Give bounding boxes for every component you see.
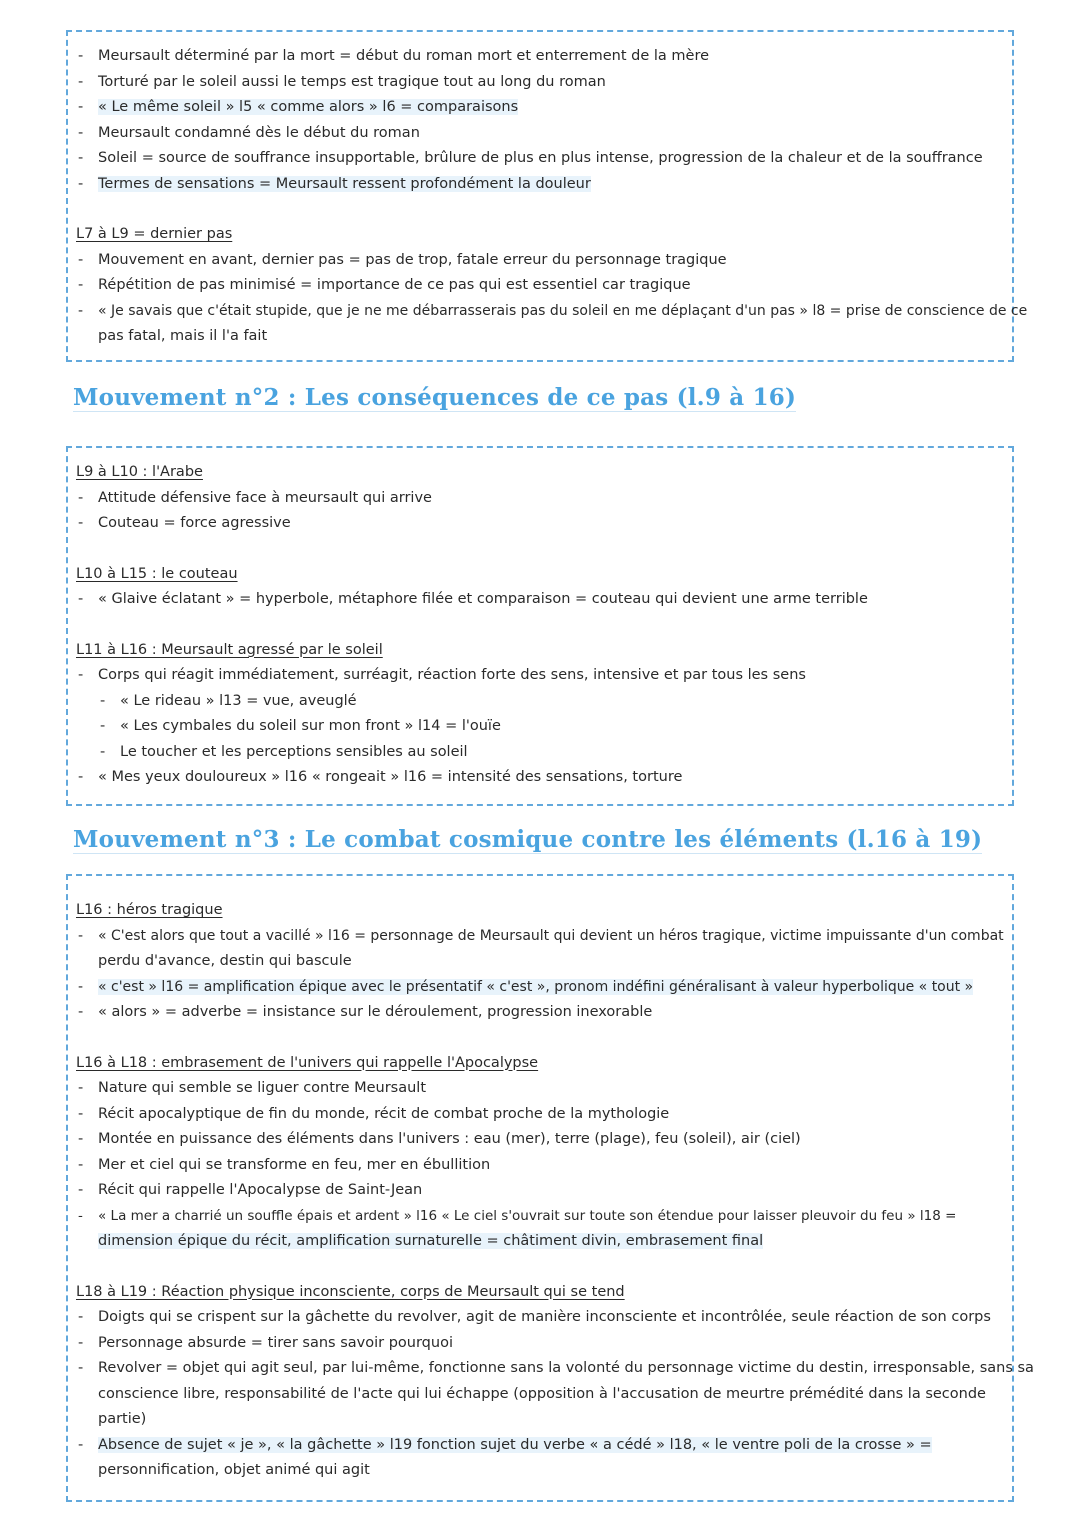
- list-item: - Doigts qui se crispent sur la gâchette du revolver, agit de manière inconsciente et incontrôlée, seule réaction de son corps: [76, 1305, 996, 1331]
- highlighted-text: « c'est » l16 = amplification épique avec le présentatif « c'est », pronom indéfini généralisant à valeur hyperbolique « tout »: [98, 978, 974, 995]
- list-item-continuation: pas fatal, mais il l'a fait: [98, 328, 268, 344]
- highlighted-text: Absence de sujet « je », « la gâchette » l19 fonction sujet du verbe « a cédé » l18, « le ventre poli de la crosse » =: [98, 1436, 932, 1453]
- list-item: - Soleil = source de souffrance insupportable, brûlure de plus en plus intense, progression de la chaleur et de la souffrance: [76, 146, 996, 172]
- section-subtitle: L10 à L15 : le couteau: [76, 565, 238, 582]
- list-item: - Corps qui réagit immédiatement, surréagit, réaction forte des sens, intensive et par tous les sens: [76, 663, 996, 689]
- notes-box-3: [66, 874, 1034, 1502]
- list-item: [76, 975, 996, 1001]
- list-item: - Nature qui semble se liguer contre Meursault: [76, 1076, 996, 1102]
- section-subtitle: L16 : héros tragique: [76, 902, 223, 918]
- highlighted-text: Termes de sensations = Meursault ressent profondément la douleur: [98, 175, 591, 192]
- section-heading-mouvement-3: Mouvement n°3 : Le combat cosmique contre les éléments (l.16 à 19): [73, 826, 983, 853]
- list-item: - « Je savais que c'était stupide, que je ne me débarrasserais pas du soleil en me déplaçant d'un pas » l8 = prise de conscience de ce: [76, 299, 996, 325]
- list-item: - Attitude défensive face à meursault qui arrive: [76, 486, 996, 512]
- list-subitem: - Le toucher et les perceptions sensibles au soleil: [76, 740, 996, 766]
- highlighted-text: dimension épique du récit, amplification surnaturelle = châtiment divin, embrasement final: [98, 1233, 764, 1249]
- list-item: - Mer et ciel qui se transforme en feu, mer en ébullition: [76, 1153, 996, 1179]
- list-item: - Revolver = objet qui agit seul, par lui-même, fonctionne sans la volonté du personnage victime du destin, irresponsable, sans sa: [76, 1356, 996, 1382]
- highlighted-text: « Le même soleil » l5 « comme alors » l6 = comparaisons: [98, 99, 519, 115]
- list-item-continuation: [76, 1229, 996, 1255]
- list-item: [76, 95, 996, 121]
- list-item: - Couteau = force agressive: [76, 511, 996, 537]
- section-subtitle: L7 à L9 = dernier pas: [76, 226, 233, 242]
- section-heading-mouvement-2: Mouvement n°2 : Les conséquences de ce pas (l.9 à 16): [73, 384, 797, 411]
- list-item: - Récit qui rappelle l'Apocalypse de Saint-Jean: [76, 1178, 996, 1204]
- list-item: - « Glaive éclatant » = hyperbole, métaphore filée et comparaison = couteau qui devient une arme terrible: [76, 587, 996, 613]
- list-subitem: - « Les cymbales du soleil sur mon front » l14 = l'ouïe: [76, 714, 996, 740]
- list-item: - Mouvement en avant, dernier pas = pas de trop, fatale erreur du personnage tragique: [76, 248, 996, 274]
- list-item: - Répétition de pas minimisé = importance de ce pas qui est essentiel car tragique: [76, 273, 996, 299]
- list-item: - Meursault déterminé par la mort = début du roman mort et enterrement de la mère: [76, 44, 996, 70]
- list-item: - « La mer a charrié un souffle épais et ardent » l16 « Le ciel s'ouvrait sur toute son étendue pour laisser pleuvoir du feu » l18 =: [76, 1204, 996, 1230]
- notes-box-1: [66, 30, 1028, 362]
- section-subtitle: L9 à L10 : l'Arabe: [76, 464, 203, 480]
- list-item: - Récit apocalyptique de fin du monde, récit de combat proche de la mythologie: [76, 1102, 996, 1128]
- list-item: - « Mes yeux douloureux » l16 « rongeait » l16 = intensité des sensations, torture: [76, 765, 996, 791]
- list-subitem: - « Le rideau » l13 = vue, aveuglé: [76, 689, 996, 715]
- list-item-continuation: conscience libre, responsabilité de l'acte qui lui échappe (opposition à l'accusation de meurtre prémédité dans la seconde: [98, 1385, 986, 1402]
- list-item: - Meursault condamné dès le début du roman: [76, 121, 996, 147]
- notes-box-2: [66, 446, 1014, 806]
- section-subtitle: L11 à L16 : Meursault agressé par le soleil: [76, 641, 383, 658]
- list-item-continuation: personnification, objet animé qui agit: [98, 1462, 370, 1478]
- section-subtitle: L16 à L18 : embrasement de l'univers qui rappelle l'Apocalypse: [76, 1054, 539, 1071]
- list-item: - Montée en puissance des éléments dans l'univers : eau (mer), terre (plage), feu (soleil), air (ciel): [76, 1127, 996, 1153]
- list-item-continuation: perdu d'avance, destin qui bascule: [98, 953, 352, 969]
- list-item: - « C'est alors que tout a vacillé » l16 = personnage de Meursault qui devient un héros tragique, victime impuissante d'un combat: [76, 924, 996, 950]
- list-item: [76, 172, 996, 198]
- list-item: [76, 1433, 996, 1459]
- list-item: - Personnage absurde = tirer sans savoir pourquoi: [76, 1331, 996, 1357]
- section-subtitle: L18 à L19 : Réaction physique inconsciente, corps de Meursault qui se tend: [76, 1283, 625, 1300]
- list-item: - « alors » = adverbe = insistance sur le déroulement, progression inexorable: [76, 1000, 996, 1026]
- list-item-continuation: partie): [98, 1411, 147, 1427]
- list-item: - Torturé par le soleil aussi le temps est tragique tout au long du roman: [76, 70, 996, 96]
